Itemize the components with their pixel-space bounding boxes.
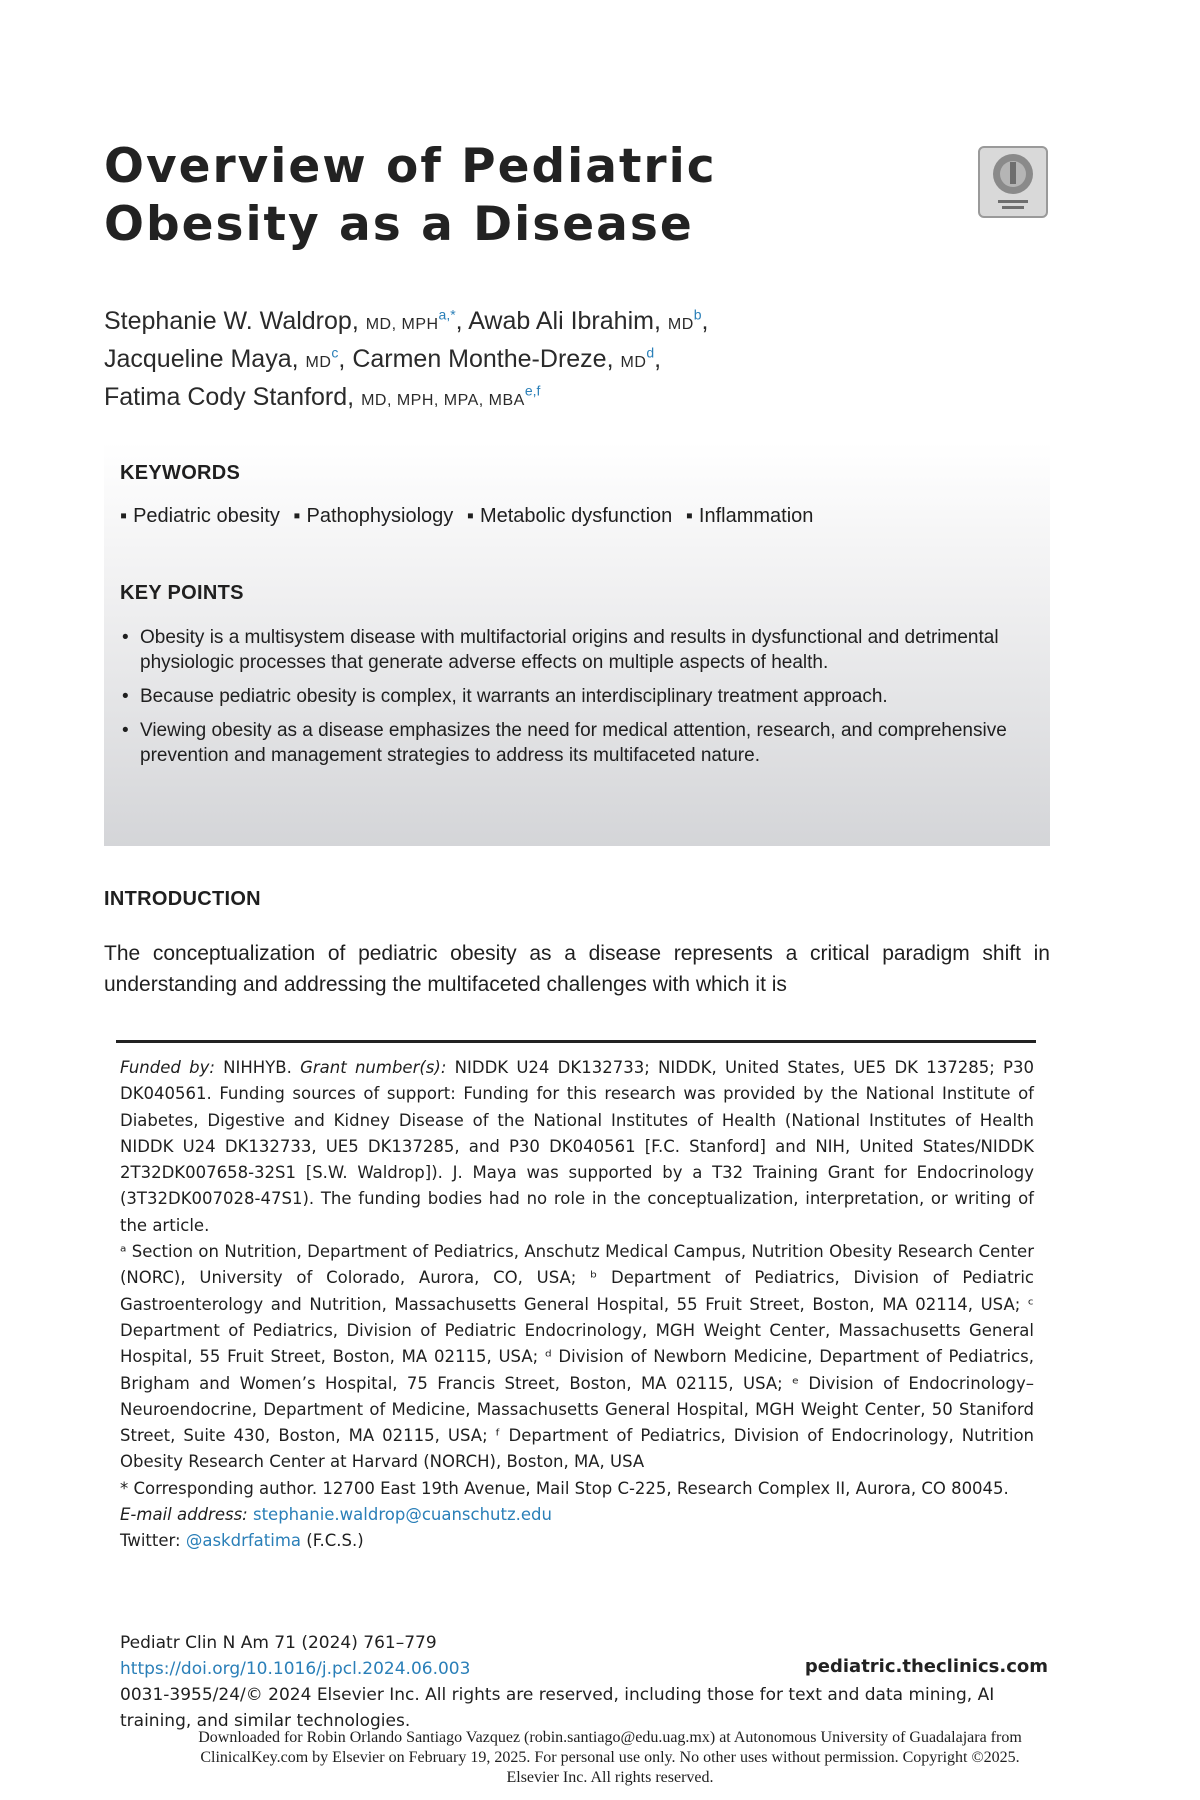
journal-url[interactable]: pediatric.theclinics.com — [804, 1656, 1048, 1677]
journal-reference: Pediatr Clin N Am 71 (2024) 761–779 — [120, 1633, 437, 1653]
author-affiliation-mark[interactable]: b — [693, 306, 702, 323]
author-name: Jacqueline Maya, — [104, 345, 299, 373]
keyword-item: ▪ Pediatric obesity — [120, 505, 280, 527]
introduction-text: The conceptualization of pediatric obesity as a disease represents a critical paradigm shift in understanding and addressing the multifaceted challenges with which it is — [104, 942, 1050, 996]
citation-block — [120, 1630, 1050, 1734]
author-name: Stephanie W. Waldrop, — [104, 307, 359, 335]
author-line-2: Jacqueline Maya, $MD^c$, Carmen Monthe-Dreze, $MD^d$, — [104, 344, 662, 373]
title-line-2: Obesity as a Disease — [104, 197, 694, 252]
download-notice: Downloaded for Robin Orlando Santiago Vazquez (robin.santiago@edu.uag.mx) at Autonomous University of Guadalajara from ClinicalKey.com by Elsevier on February 19, 2025. For personal use only. No other uses without permission. Copyright ©2025. Elsevier Inc. All rights reserved. — [198, 1729, 1022, 1786]
affiliations-note: ᵃ Section on Nutrition, Department of Pediatrics, Anschutz Medical Campus, Nutrition Obesity Research Center (NORC), University of Colorado, Aurora, CO, USA; ᵇ Department of Pediatrics, Division of Pediatric Gastroenterology and Nutrition, Massachusetts General Hospital, 55 Fruit Street, Boston, MA 02114, USA; ᶜ Department of Pediatrics, Division of Pediatric Endocrinology, MGH Weight Center, Massachusetts General Hospital, 55 Fruit Street, Boston, MA 02115, USA; ᵈ Division of Newborn Medicine, Department of Pediatrics, Brigham and Women’s Hospital, 75 Francis Street, Boston, MA 02115, USA; ᵉ Division of Endocrinology–Neuroendocrine, Department of Medicine, Massachusetts General Hospital, MGH Weight Center, 50 Staniford Street, Suite 430, Boston, MA 02115, USA; ᶠ Department of Pediatrics, Division of Endocrinology, Nutrition Obesity Research Center at Harvard (NORCH), Boston, MA, USA — [120, 1242, 1034, 1472]
key-point-item: • Because pediatric obesity is complex, it warrants an interdisciplinary treatment approach. — [120, 684, 1036, 709]
keyword-item: ▪ Metabolic dysfunction — [467, 505, 672, 527]
email-link[interactable]: stephanie.waldrop@cuanschutz.edu — [252, 1505, 552, 1525]
email-label: E-mail address: — [120, 1505, 248, 1525]
article-title — [104, 138, 717, 254]
author-name: Fatima Cody Stanford, — [104, 383, 355, 411]
keywords-keypoints-box — [104, 442, 1050, 846]
twitter-handle-link[interactable]: @askdrfatima — [185, 1531, 302, 1551]
copyright-notice: 0031-3955/24/© 2024 Elsevier Inc. All rights are reserved, including those for text and data mining, AI training, and similar technologies. — [120, 1685, 995, 1731]
crossmark-icon — [980, 148, 1046, 216]
footnotes — [120, 1055, 1034, 1555]
author-line-3 — [104, 380, 709, 418]
keywords-list — [120, 505, 1036, 528]
author-degrees: MD — [667, 316, 694, 333]
author-name: Awab Ali Ibrahim, — [468, 307, 661, 335]
twitter-line — [120, 1528, 1034, 1554]
twitter-label: Twitter: — [120, 1531, 181, 1551]
corresponding-author-note: * Corresponding author. 12700 East 19th Avenue, Mail Stop C-225, Research Complex II, Aurora, CO 80045. — [120, 1478, 1009, 1498]
keyword-item: ▪ Inflammation — [686, 505, 814, 527]
twitter-suffix: (F.C.S.) — [301, 1531, 364, 1551]
doi-link[interactable]: https://doi.org/10.1016/j.pcl.2024.06.003 — [120, 1659, 471, 1679]
title-line-1: Overview of Pediatric — [104, 139, 717, 194]
keyword-item: ▪ Pathophysiology — [293, 505, 453, 527]
author-name: Carmen Monthe-Dreze, — [352, 345, 614, 373]
author-degrees: MD, MPH — [365, 316, 439, 333]
author-affiliation-mark[interactable]: a,* — [438, 306, 456, 323]
keywords-heading: KEYWORDS — [120, 462, 241, 484]
key-point-item: • Obesity is a multisystem disease with multifactorial origins and results in dysfunctional and detrimental physiologic processes that generate adverse effects on multiple aspects of health. — [120, 625, 1036, 675]
funding-note — [120, 1055, 1034, 1239]
author-affiliation-mark[interactable]: c — [331, 344, 339, 361]
key-points-list — [120, 625, 1036, 768]
author-list — [104, 304, 709, 418]
funding-text: NIDDK U24 DK132733; NIDDK, United States, UE5 DK 137285; P30 DK040561. Funding sources of support: Funding for this research was provided by the National Institute of Diabetes, Digestive and Kidney Disease of the National Institutes of Health (National Institutes of Health NIDDK U24 DK132733, UE5 DK137285, and P30 DK040561 [F.C. Stanford] and NIH, United States/NIDDK 2T32DK007658-32S1 [S.W. Waldrop]). J. Maya was supported by a T32 Training Grant for Endocrinology (3T32DK007028-47S1). The funding bodies had no role in the conceptualization, interpretation, or writing of the article. — [120, 1058, 1034, 1235]
check-for-updates-badge[interactable] — [978, 146, 1048, 218]
footnote-divider — [116, 1040, 1036, 1043]
author-degrees: MD — [620, 354, 647, 371]
author-line-1: Stephanie W. Waldrop, MD, $MPH^{a,*}$, Awab Ali Ibrahim, $MD^b$, — [104, 306, 709, 335]
author-affiliation-mark[interactable]: e,f — [524, 382, 541, 399]
author-affiliation-mark[interactable]: d — [646, 344, 655, 361]
author-degrees: MD, MPH, MPA, MBA — [361, 392, 525, 409]
key-point-item: • Viewing obesity as a disease emphasizes the need for medical attention, research, and comprehensive prevention and management strategies to address its multifaceted nature. — [120, 718, 1036, 768]
key-points-heading: KEY POINTS — [120, 582, 244, 604]
email-line — [120, 1502, 1034, 1528]
funded-by-value: NIHHYB. — [214, 1058, 301, 1077]
introduction-heading: INTRODUCTION — [104, 888, 261, 910]
grant-number-label: Grant number(s): — [300, 1058, 447, 1077]
author-degrees: MD — [305, 354, 332, 371]
funded-by-label: Funded by: — [120, 1058, 215, 1077]
